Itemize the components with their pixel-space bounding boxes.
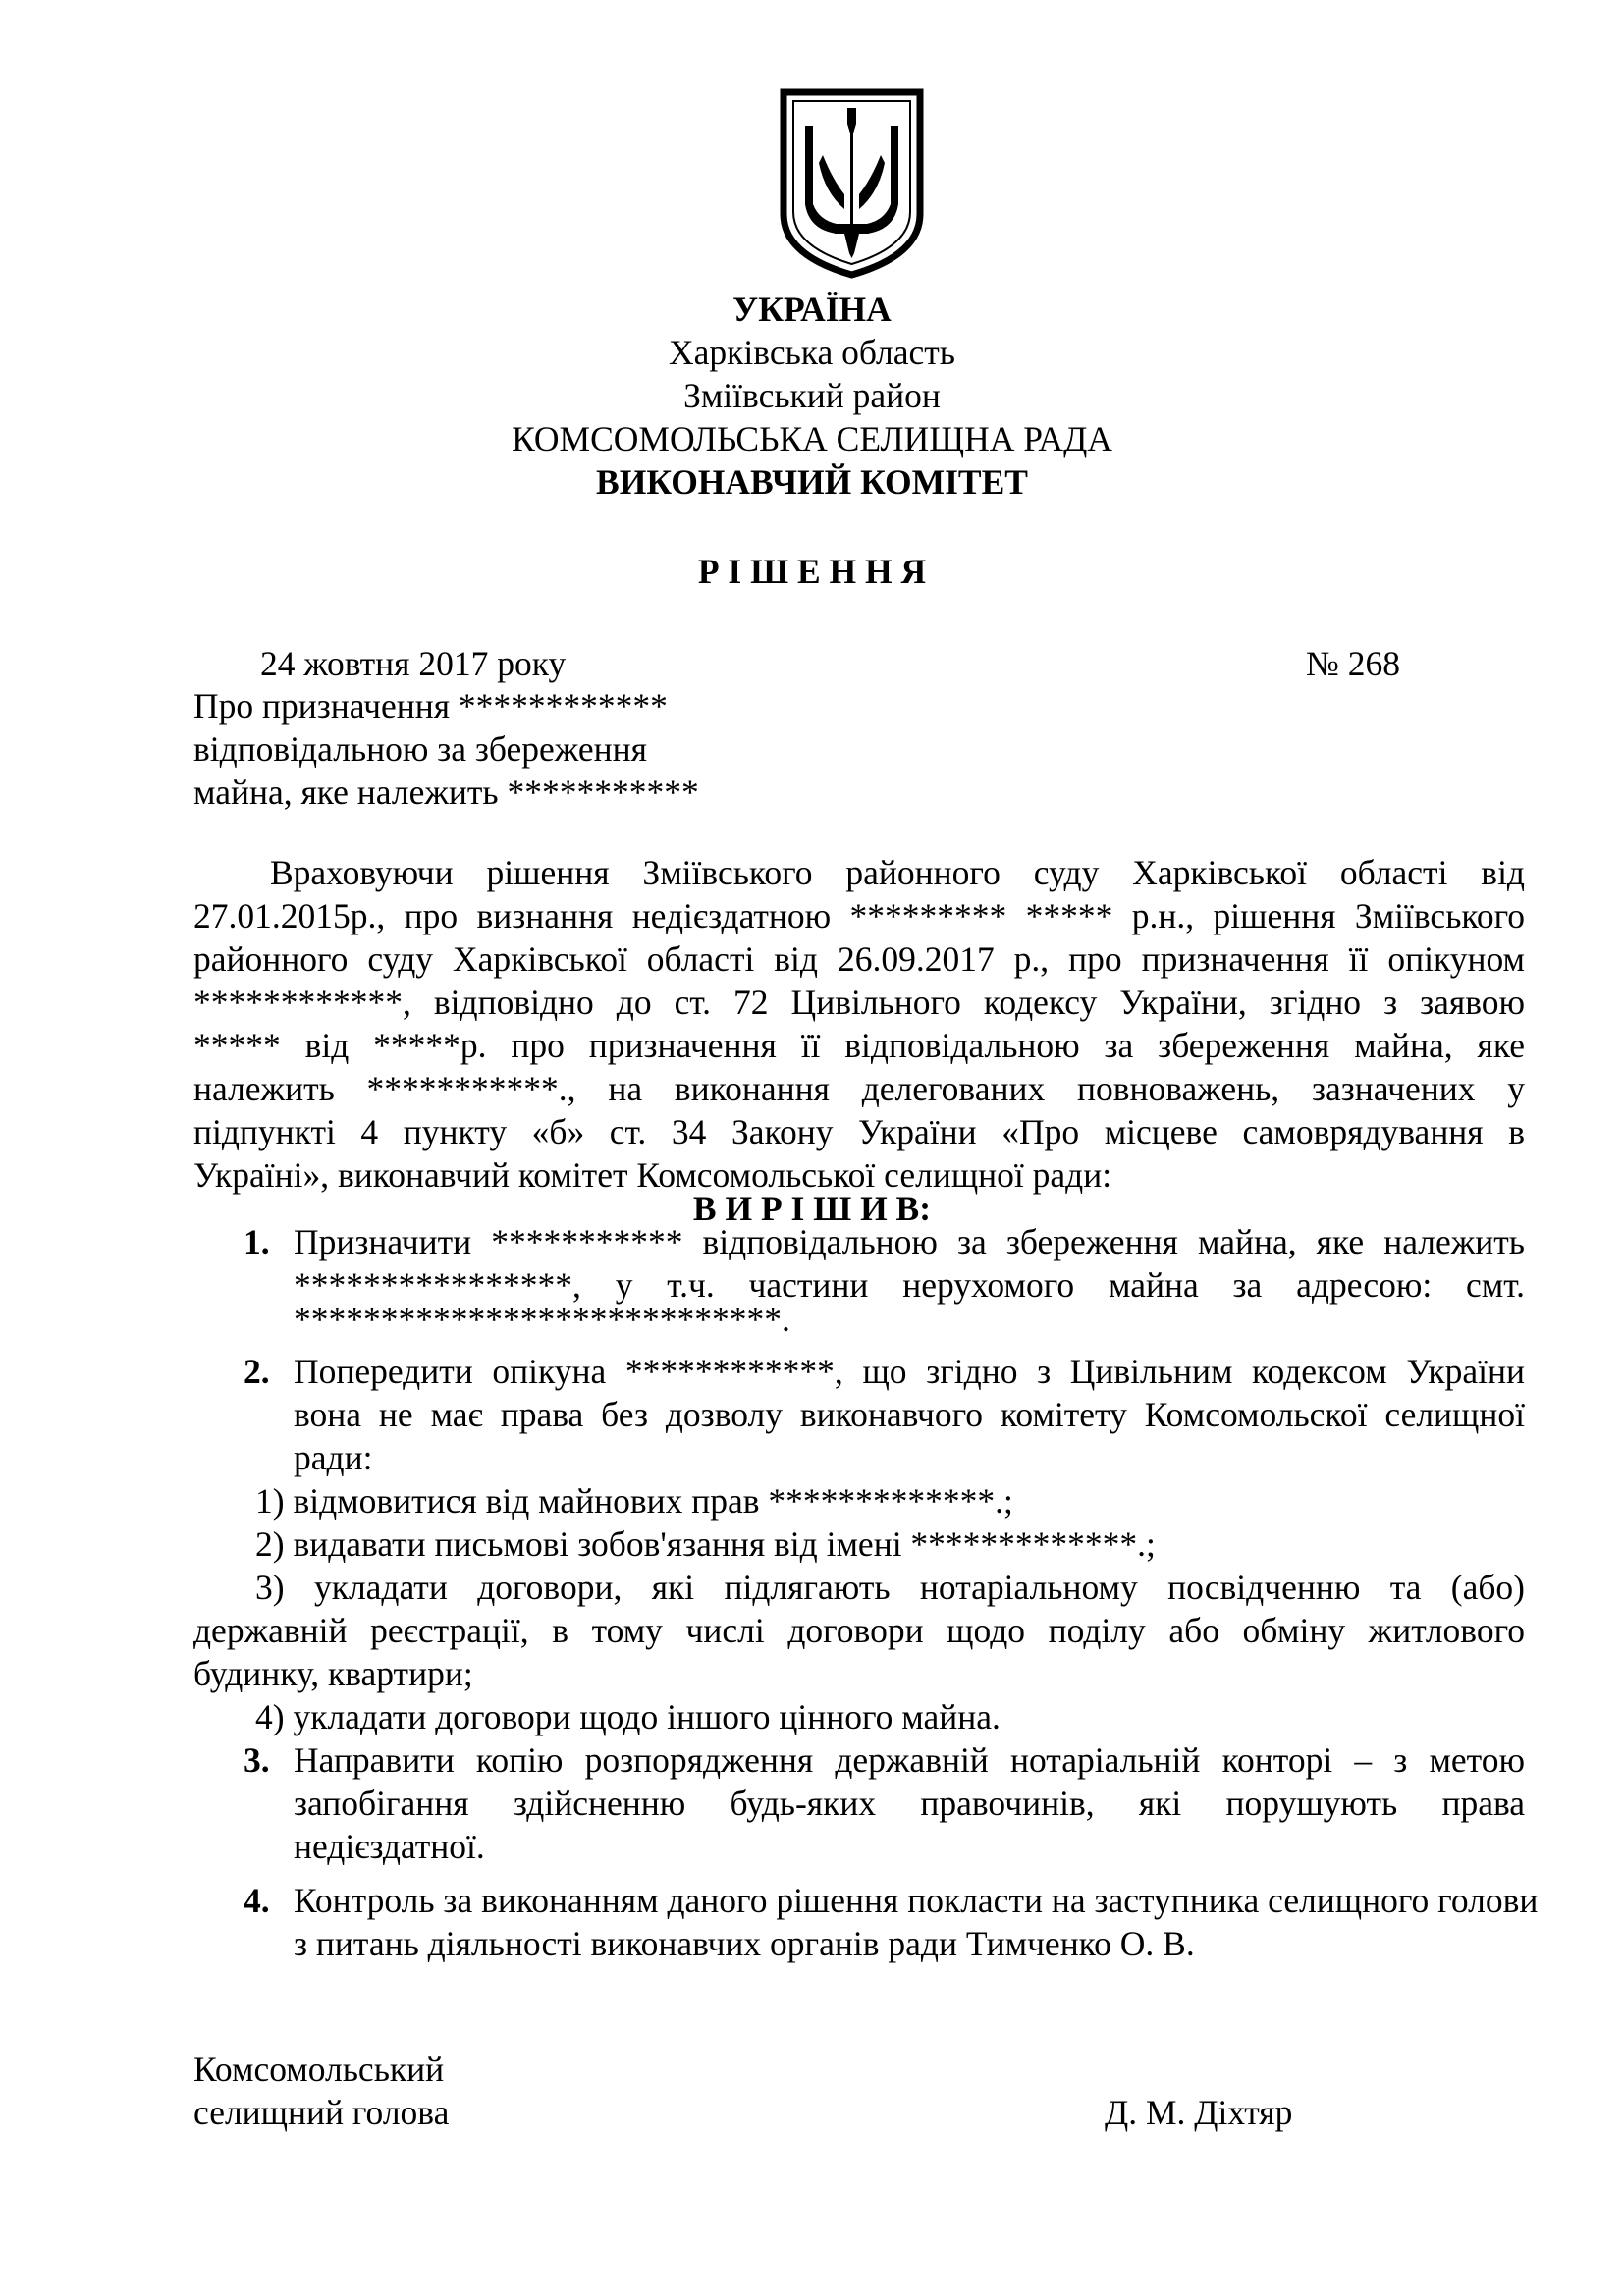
item-4-line: з питань діяльності виконавчих органів ради Тимченко О. В.	[294, 1924, 1195, 1963]
preamble-line: Україні», виконавчий комітет Комсомольської селищної ради:	[193, 1155, 1112, 1195]
decision-number: № 268	[1306, 644, 1400, 683]
item-1-line: Призначити *********** відповідальною за збереження майна, яке належить	[294, 1222, 1525, 1261]
preamble-line: ***** від *****р. про призначення її відповідальною за збереження майна, яке	[193, 1026, 1525, 1065]
item-2-line: вона не має права без дозволу виконавчого комітету Комсомольскої селищної	[294, 1395, 1525, 1434]
signatory-position: Комсомольський	[193, 2050, 445, 2089]
region-line: Харківська область	[669, 333, 955, 372]
item-2-subitem: 2) видавати письмові зобов'язання від імені *************.;	[255, 1524, 1156, 1564]
preamble-line: районного суду Харківської області від 26.09.2017 р., про призначення її опікуном	[193, 939, 1525, 979]
item-2-subitem: 1) відмовитися від майнових прав *************.;	[255, 1481, 1013, 1521]
committee-line: ВИКОНАВЧИЙ КОМІТЕТ	[596, 462, 1028, 502]
resolved-heading: В И Р І Ш И В:	[692, 1189, 932, 1228]
preamble-line: ************, відповідно до ст. 72 Цивільного кодексу України, згідно з заявою	[193, 983, 1525, 1022]
country-title: УКРАЇНА	[732, 290, 892, 329]
signatory-position: селищний голова	[193, 2093, 450, 2132]
item-3-line: недієздатної.	[294, 1827, 485, 1866]
item-2-line: ради:	[294, 1438, 373, 1477]
item-3-line: Направити копію розпорядження державній нотаріальній конторі – з метою	[294, 1740, 1525, 1780]
item-number: 4.	[244, 1881, 270, 1920]
item-2-line: Попередити опікуна ************, що згідно з Цивільним кодексом України	[294, 1352, 1525, 1391]
preamble-line: підпункті 4 пункту «б» ст. 34 Закону України «Про місцеве самоврядування в	[193, 1112, 1525, 1151]
item-1-line: ****************************.	[294, 1300, 790, 1339]
item-4-line: Контроль за виконанням даного рішення покласти на заступника селищного голови	[294, 1881, 1539, 1920]
decision-date: 24 жовтня 2017 року	[260, 644, 567, 683]
signatory-name: Д. М. Діхтяр	[1105, 2093, 1293, 2132]
item-2-subitem: будинку, квартири;	[193, 1654, 473, 1693]
subject-line: Про призначення ************	[193, 686, 668, 725]
coat-of-arms-emblem	[776, 86, 928, 280]
item-number: 2.	[244, 1352, 270, 1391]
item-number: 1.	[244, 1222, 270, 1261]
item-1-line: ****************, у т.ч. частини нерухомого майна за адресою: смт.	[294, 1265, 1525, 1305]
preamble-line: належить ***********., на виконання делегованих повноважень, зазначених у	[193, 1069, 1525, 1108]
preamble-line: 27.01.2015р., про визнання недієздатною ********* ***** р.н., рішення Зміївського	[193, 896, 1525, 935]
item-2-subitem: державній реєстрації, в тому числі договори щодо поділу або обміну житлового	[193, 1611, 1525, 1650]
subject-line: відповідальною за збереження	[193, 729, 647, 769]
subject-line: майна, яке належить ***********	[193, 773, 699, 812]
council-line: КОМСОМОЛЬСЬКА СЕЛИЩНА РАДА	[512, 419, 1112, 458]
district-line: Зміївський район	[683, 376, 941, 415]
item-number: 3.	[244, 1740, 270, 1780]
preamble-line: Враховуючи рішення Зміївського районного суду Харківської області від	[270, 853, 1525, 892]
item-2-subitem: 4) укладати договори щодо іншого цінного майна.	[255, 1697, 1001, 1736]
document-type-title: Р І Ш Е Н Н Я	[697, 552, 927, 591]
item-3-line: запобігання здійсненню будь-яких правочинів, які порушують права	[294, 1784, 1525, 1823]
item-2-subitem: 3) укладати договори, які підлягають нотаріальному посвідченню та (або)	[255, 1568, 1525, 1607]
